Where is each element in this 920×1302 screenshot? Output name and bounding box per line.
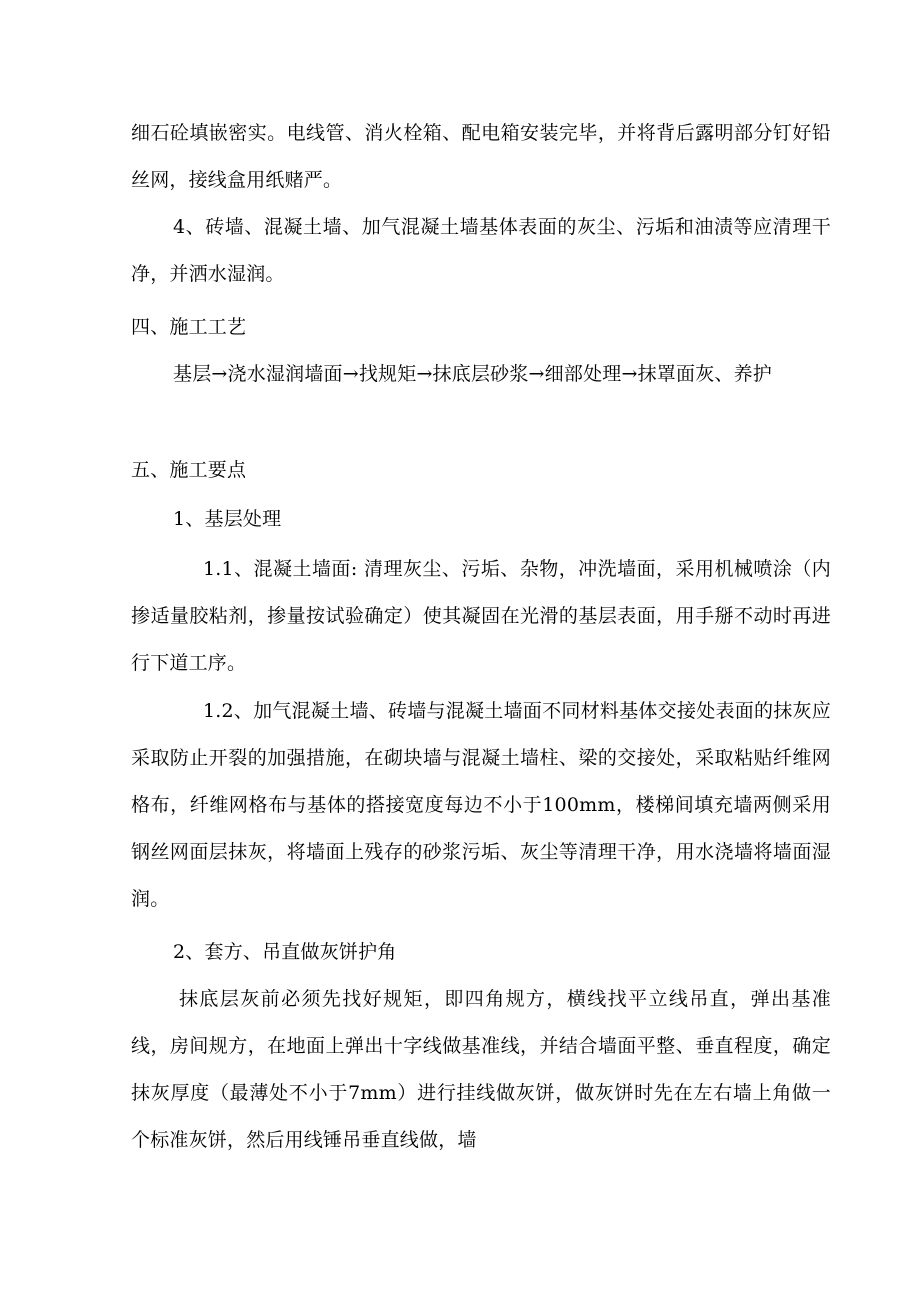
paragraph-prep-conduits: 细石砼填嵌密实。电线管、消火栓箱、配电箱安装完毕，并将背后露明部分钉好铅丝网，接线盒用纸赌严。 — [131, 122, 831, 191]
paragraph-item-1-2: 1.2、加气混凝土墙、砖墙与混凝土墙面不同材料基体交接处表面的抹灰应采取防止开裂的加强措施，在砌块墙与混凝土墙柱、梁的交接处，采取粘贴纤维网格布，纤维网格布与基体的搭接宽度每边不小于100mm，楼梯间填充墙两侧采用钢丝网面层抹灰，将墙面上残存的砂浆污垢、灰尘等清理干净，用水浇墙将墙面湿润。 — [131, 700, 831, 910]
subheading-squaring-plumbing: 2、套方、吊直做灰饼护角 — [173, 941, 397, 963]
paragraph-item-4: 4、砖墙、混凝土墙、加气混凝土墙基体表面的灰尘、污垢和油渍等应清理干净，并洒水湿润。 — [131, 216, 831, 285]
subheading-base-treatment: 1、基层处理 — [173, 508, 282, 530]
paragraph-item-1-1: 1.1、混凝土墙面: 清理灰尘、污垢、杂物，冲洗墙面，采用机械喷涂（内掺适量胶粘剂，掺量按试验确定）使其凝固在光滑的基层表面，用手掰不动时再进行下道工序。 — [131, 558, 831, 674]
section-heading-process: 四、施工工艺 — [131, 316, 247, 338]
section-heading-key-points: 五、施工要点 — [131, 459, 247, 481]
paragraph-base-coat-rules: 抹底层灰前必须先找好规矩，即四角规方，横线找平立线吊直，弹出基准线，房间规方，在地面上弹出十字线做基准线，并结合墙面平整、垂直程度，确定抹灰厚度（最薄处不小于7mm）进行挂线做灰饼，做灰饼时先在左右墙上角做一个标准灰饼，然后用线锤吊垂直线做，墙 — [131, 988, 831, 1151]
paragraph-process-flow: 基层→浇水湿润墙面→找规矩→抹底层砂浆→细部处理→抹罩面灰、养护 — [173, 363, 773, 385]
